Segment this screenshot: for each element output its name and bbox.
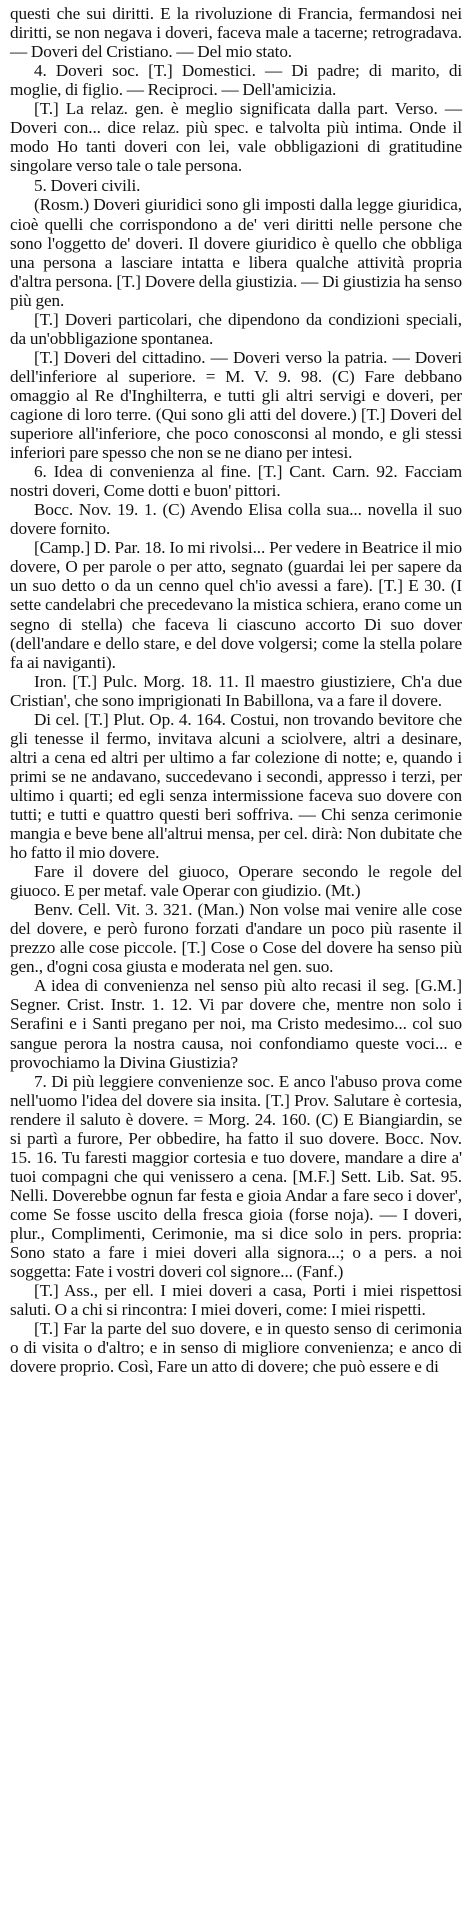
paragraph: [T.] Ass., per ell. I miei doveri a casa, Porti i miei rispettosi saluti. O a chi si rincontra: I miei doveri, come: I miei rispetti. — [10, 1281, 462, 1320]
paragraph: [T.] Doveri particolari, che dipendono da condizioni speciali, da un'obbligazione spontanea. — [10, 309, 462, 348]
paragraph: Bocc. Nov. 19. 1. (C) Avendo Elisa colla sua... novella il suo dovere fornito. — [10, 500, 462, 539]
paragraph: Di cel. [T.] Plut. Op. 4. 164. Costui, non trovando bevitore che gli tenesse il fermo, invitava alcuni a sciolvere, altri a desinare, altri a cena ed altri per ultimo a far colezione di notte; e, quando i primi se ne andavano, succedevano i secondi, appresso i terzi, per ultimo i quarti; ed egli senza intermissione faceva suo dovere con tutti; e tutti e quattro questi beri soffriva. — Chi senza cerimonie mangia e beve bene all'altrui mensa, per cel. dirà: Non dubitate che ho fatto il mio dovere. — [10, 709, 462, 863]
paragraph: questi che sui diritti. E la rivoluzione di Francia, fermandosi nei diritti, se non negava i doveri, faceva male a tacerne; retrogradava. — Doveri del Cristiano. — Del mio stato. — [10, 4, 462, 62]
paragraph: [T.] Doveri del cittadino. — Doveri verso la patria. — Doveri dell'inferiore al superiore. = M. V. 9. 98. (C) Fare debbano omaggio al Re d'Inghilterra, e tutti gli altri servigi e doveri, per cagione di loro terre. (Qui sono gli atti del dovere.) [T.] Doveri del superiore all'inferiore, che poco conosconsi al mondo, e gli stessi inferiori pare spesso che non se ne diano per intesi. — [10, 347, 462, 463]
paragraph: [Camp.] D. Par. 18. Io mi rivolsi... Per vedere in Beatrice il mio dovere, O per parole o per atto, segnato (guardai lei per sapere da un suo detto o da un cenno quel ch'io avessi a fare). [T.] E 30. (I sette candelabri che precedevano la mistica schiera, erano come un segno di stella) che faceva li ciascuno accorto Di suo dover (dell'andare e dello stare, e del dove volgersi; come la stella polare fa ai naviganti). — [10, 538, 462, 672]
paragraph: 7. Di più leggiere convenienze soc. E anco l'abuso prova come nell'uomo l'idea del dovere sia insita. [T.] Prov. Salutare è cortesia, rendere il saluto è dovere. = Morg. 24. 160. (C) E Biangiardin, se si partì a furore, Per obbedire, ha fatto il suo dovere. Bocc. Nov. 15. 16. Tu faresti maggior cortesia e tuo dovere, mandare a dire a' tuoi compagni che qui venissero a cena. [M.F.] Sett. Lib. Sat. 95. Nelli. Doverebbe ognun far festa e gioia Andar a fare seco i dover', come Se fosse uscito della fresca gioia (forse noja). — I doveri, plur., Complimenti, Cerimonie, ma si dice solo in pers. propria: Sono stato a fare i miei doveri alla signora...; o a pers. a noi soggetta: Fate i vostri doveri col signore... (Fanf.) — [10, 1071, 462, 1282]
paragraph: Benv. Cell. Vit. 3. 321. (Man.) Non volse mai venire alle cose del dovere, e però furono forzati d'andare un poco più rasente il prezzo alle cose piccole. [T.] Cose o Cose del dovere ha senso più gen., d'ogni cosa giusta e moderata nel gen. suo. — [10, 900, 462, 977]
paragraph: A idea di convenienza nel senso più alto recasi il seg. [G.M.] Segner. Crist. Instr. 1. 12. Vi par dovere che, mentre non solo i Serafini e i Santi pregano per noi, ma Cristo medesimo... col suo sangue perora la nostra causa, noi confondiamo queste voci... e provochiamo la Divina Giustizia? — [10, 976, 462, 1072]
paragraph: 4. Doveri soc. [T.] Domestici. — Di padre; di marito, di moglie, di figlio. — Reciproci. — Dell'amicizia. — [10, 61, 462, 100]
paragraph: 5. Doveri civili. — [34, 176, 141, 196]
paragraph: Iron. [T.] Pulc. Morg. 18. 11. Il maestro giustiziere, Ch'a due Cristian', che sono imprigionati In Babillona, va a fare il dovere. — [10, 671, 462, 710]
paragraph: [T.] Far la parte del suo dovere, e in questo senso di cerimonia o di visita o d'altro; e in senso di migliore convenienza; e anco di dovere proprio. Così, Fare un atto di dovere; che può essere e di — [10, 1319, 462, 1377]
paragraph: 6. Idea di convenienza al fine. [T.] Cant. Carn. 92. Facciam nostri doveri, Come dotti e buon' pittori. — [10, 462, 462, 501]
paragraph: (Rosm.) Doveri giuridici sono gli imposti dalla legge giuridica, cioè quelli che corrispondono a de' veri diritti nelle persone che sono l'oggetto de' doveri. Il dovere giuridico è quello che obbliga una persona a lasciare intatta e libera qualche attività propria d'altra persona. [T.] Dovere della giustizia. — Di giustizia ha senso più gen. — [10, 195, 462, 310]
paragraph: [T.] La relaz. gen. è meglio significata dalla part. Verso. — Doveri con... dice relaz. più spec. e talvolta più intima. Onde il modo Ho tanti doveri con lei, vale obbligazioni di gratitudine singolare verso tale o tale persona. — [10, 99, 462, 176]
paragraph: Fare il dovere del giuoco, Operare secondo le regole del giuoco. E per metaf. vale Operar con giudizio. (Mt.) — [10, 862, 462, 901]
